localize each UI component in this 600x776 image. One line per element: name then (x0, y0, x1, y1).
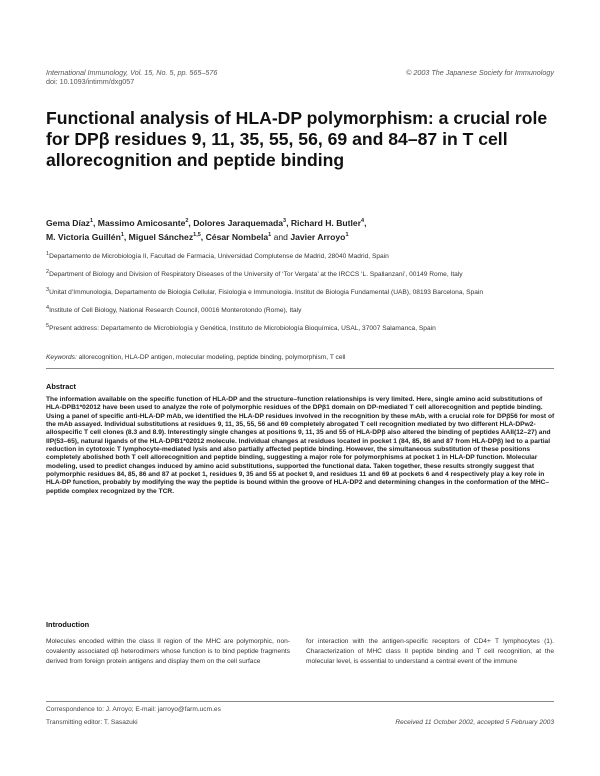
transmitting-editor: Transmitting editor: T. Sasazuki (46, 719, 138, 726)
article-title: Functional analysis of HLA-DP polymorphism: a crucial role for DPβ residues 9, 11, 35, 55, 56, 69 and 84–87 in T cell allorecognition and peptide binding (46, 108, 548, 170)
author-name: César Nombela (205, 231, 269, 242)
doi: doi: 10.1093/intimm/dxg057 (46, 77, 135, 86)
correspondence: Correspondence to: J. Arroyo; E-mail: jarroyo@farm.ucm.es (46, 706, 221, 713)
author-affiliation-marker: 1 (120, 231, 124, 238)
journal-citation: International Immunology, Vol. 15, No. 5, pp. 565–576 (46, 68, 218, 77)
keywords-text: allorecognition, HLA-DP antigen, molecular modeling, peptide binding, polymorphism, T cell (78, 354, 346, 361)
author-name: Miguel Sánchez (128, 231, 194, 242)
divider (46, 368, 554, 369)
author-affiliation-marker: 1 (89, 218, 94, 224)
author-affiliation-marker: 2 (185, 218, 189, 224)
author-affiliation-marker: 3 (283, 218, 287, 224)
author-name: Massimo Amicosante (97, 217, 186, 228)
footer-divider (46, 701, 554, 702)
abstract-text: The information available on the specific function of HLA-DP and the structure–function relationships is very limited. Here, single amino acid substitutions of HLA-DPB1*02012 have been used to analyze the role of polymorphic residues of the DPβ1 domain on DP-mediated T cell allorecognition and peptide binding. Using a panel of specific anti-HLA-DP mAb, we identified the HLA-DP residues involved in the recognition by these mAb, with a crucial role for DPβ56 for most of the mAb assayed. Individual substitutions at residues 9, 11, 35, 55, 56 and 69 completely abrogated T cell recognition mediated by two different HLA-DPw2-allospecific T cell clones (8.3 and 8.9). Interestingly single changes at positions 9, 11, 35 and 55 of HLA-DPβ also altered the binding of peptides AAII(12–27) and IIP(53–65), natural ligands of the HLA-DPB1*02012 molecule. Individual changes at residues located in pocket 1 (84, 85, 86 and 87 from HLA-DPβ) led to a partial reduction in cytotoxic T lymphocyte-mediated lysis and also partially affected peptide binding. However, the simultaneous substitution of these positions completely abolished both T cell allorecognition and peptide binding, suggesting a major role for polymorphisms at pocket 1 in HLA-DP function. Molecular modeling, used to predict changes induced by amino acid substitutions, supported the functional data. Taken together, these results strongly suggest that polymorphic residues 84, 85, 86 and 87 at pocket 1, residues 9, 35 and 55 at pocket 9, and residues 11 and 69 at pockets 6 and 4 respectively play a key role in HLA-DP function, probably by modifying the way the peptide is bound within the groove of HLA-DP2 and determining changes in the conformation of the MHC–peptide complex recognized by the TCR. (46, 396, 555, 495)
author-affiliation-marker: 1 (345, 231, 349, 238)
received-dates: Received 11 October 2002, accepted 5 February 2003 (395, 719, 554, 726)
introduction-column-2: for interaction with the antigen-specific receptors of CD4+ T lymphocytes (1). Characterization of MHC class II peptide binding and T cell recognition, at the molecular level, is essential to understand a central event of the immune (306, 638, 554, 665)
affiliation-2: $^2$Department of Biology and Division of Respiratory Diseases of the University of ‘Tor Vergata’ at the IRCCS ‘L. Spallanzani’, 00149 Rome, Italy (46, 269, 463, 279)
affiliation-1: $^1$Departamento de Microbiología II, Facultad de Farmacia, Universidad Complutense de Madrid, 28040 Madrid, Spain (46, 251, 389, 261)
introduction-heading: Introduction (46, 620, 90, 629)
author-list: Gema Díaz$^1$, Massimo Amicosante$^2$, Dolores Jaraquemada$^3$, Richard H. Butler$^4$, M. Victoria Guillén$^1$, Miguel Sánchez$^{1,5}$, César Nombela$^1$ and Javier Arroyo$^1$ (46, 217, 367, 242)
author-name: Richard H. Butler (290, 217, 362, 228)
copyright-notice: © 2003 The Japanese Society for Immunology (406, 68, 554, 77)
author-affiliation-marker: 1,5 (193, 231, 201, 238)
author-affiliation-marker: 1 (268, 231, 272, 238)
author-name: Gema Díaz (46, 217, 90, 228)
introduction-column-1: Molecules encoded within the class II region of the MHC are polymorphic, non-covalently associated αβ heterodimers whose function is to bind peptide fragments derived from foreign protein antigens and display them on the cell surface (46, 638, 290, 665)
keywords: Keywords: allorecognition, HLA-DP antigen, molecular modeling, peptide binding, polymorphism, T cell (46, 354, 346, 361)
author-affiliation-marker: 4 (361, 218, 365, 224)
author-name: Dolores Jaraquemada (193, 217, 283, 228)
affiliation-3: $^3$Unitat d’Immunologia, Departamento de Biologia Cellular, Fisiologia e Immunologia. Institut de Biologia Fundamental (UAB), 08193 Barcelona, Spain (46, 287, 484, 297)
keywords-label: Keywords (46, 354, 75, 361)
abstract-heading: Abstract (46, 382, 76, 391)
affiliation-4: $^4$Institute of Cell Biology, National Research Council, 00016 Monterotondo (Rome), Italy (46, 305, 302, 315)
present-address: $^5$Present address: Departamento de Microbiología y Genética, Instituto de Microbiología Bioquímica, USAL, 37007 Salamanca, Spain (46, 323, 436, 333)
author-name: M. Victoria Guillén (46, 231, 121, 242)
author-name: Javier Arroyo (290, 231, 346, 242)
